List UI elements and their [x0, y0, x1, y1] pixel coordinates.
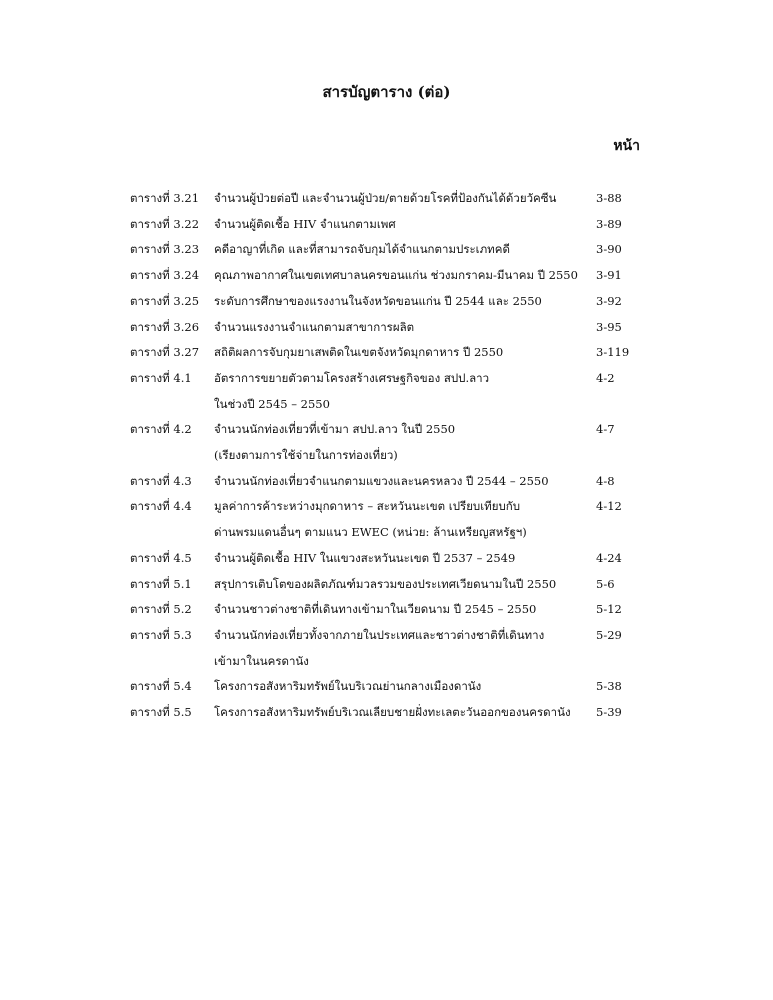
- toc-entry-label: ตารางที่ 5.1: [130, 576, 192, 591]
- toc-entry-label: ตารางที่ 5.3: [130, 627, 192, 642]
- toc-entry: [130, 623, 640, 674]
- toc-entry-description-line: สรุปการเติบโตของผลิตภัณฑ์มวลรวมของประเทศเวียดนามในปี 2550: [214, 576, 557, 591]
- toc-entry-page-number: 3-88: [596, 191, 622, 205]
- toc-entry-label: ตารางที่ 3.27: [130, 345, 200, 360]
- toc-entry-label: ตารางที่ 3.21: [130, 191, 200, 205]
- toc-entry-description: [214, 340, 596, 366]
- toc-entry-page-number: 3-89: [596, 216, 622, 231]
- toc-entry-label: ตารางที่ 4.4: [130, 499, 192, 514]
- toc-entry-description: [214, 572, 596, 598]
- toc-entry-description-line: ในช่วงปี 2545 – 2550: [214, 396, 330, 411]
- toc-entry-page-number: 4-8: [596, 473, 615, 488]
- toc-entry-page-number: 5-39: [596, 705, 622, 720]
- toc-entry-description: [214, 469, 596, 495]
- table-of-contents-list: [130, 186, 640, 726]
- toc-entry-page-number: 3-92: [596, 293, 622, 308]
- toc-entry-page-number: 4-12: [596, 499, 622, 514]
- toc-entry-page-number: 5-6: [596, 576, 615, 591]
- page-number-column-header: หน้า: [613, 138, 640, 154]
- toc-entry-label: ตารางที่ 3.23: [130, 242, 200, 257]
- toc-entry-description-line: จำนวนนักท่องเที่ยวที่เข้ามา สปป.ลาว ในปี 2550: [214, 422, 456, 437]
- toc-entry: [130, 700, 640, 726]
- toc-entry-description-line: คุณภาพอากาศในเขตเทศบาลนครขอนแก่น ช่วงมกราคม-มีนาคม ปี 2550: [214, 268, 578, 283]
- toc-entry: [130, 597, 640, 623]
- toc-entry-description: [214, 700, 596, 726]
- toc-entry: [130, 546, 640, 572]
- toc-entry-label: ตารางที่ 5.4: [130, 679, 192, 694]
- toc-entry-label: ตารางที่ 3.26: [130, 319, 200, 334]
- toc-entry-description: [214, 623, 596, 674]
- toc-entry-description-line: โครงการอสังหาริมทรัพย์บริเวณเลียบชายฝั่งทะเลตะวันออกของนครดานัง: [214, 705, 571, 720]
- toc-entry-description: [214, 597, 596, 623]
- toc-entry-description-line: จำนวนผู้ติดเชื้อ HIV จำแนกตามเพศ: [214, 216, 396, 231]
- toc-entry: [130, 674, 640, 700]
- toc-entry-description-line: อัตราการขยายตัวตามโครงสร้างเศรษฐกิจของ สปป.ลาว: [214, 370, 490, 385]
- toc-entry-page-number: 5-12: [596, 602, 622, 617]
- toc-entry-page-number: 3-90: [596, 242, 622, 257]
- toc-entry-page-number: 5-29: [596, 627, 622, 642]
- toc-entry-label: ตารางที่ 4.2: [130, 422, 192, 437]
- toc-entry-description-line: สถิติผลการจับกุมยาเสพติดในเขตจังหวัดมุกดาหาร ปี 2550: [214, 345, 504, 360]
- toc-entry-description-line: จำนวนชาวต่างชาติที่เดินทางเข้ามาในเวียดนาม ปี 2545 – 2550: [214, 602, 537, 617]
- toc-entry-description: [214, 237, 596, 263]
- toc-entry-page-number: 3-119: [596, 345, 630, 360]
- toc-entry-description: [214, 366, 596, 417]
- toc-entry-page-number: 4-2: [596, 370, 615, 385]
- toc-entry: [130, 212, 640, 238]
- toc-entry-description: [214, 674, 596, 700]
- toc-entry-label: ตารางที่ 3.24: [130, 268, 200, 283]
- toc-entry-description-line: จำนวนแรงงานจำแนกตามสาขาการผลิต: [214, 319, 415, 334]
- toc-entry-page-number: 5-38: [596, 679, 622, 694]
- toc-entry-description: [214, 186, 596, 212]
- toc-entry: [130, 572, 640, 598]
- toc-entry-label: ตารางที่ 5.5: [130, 705, 192, 720]
- toc-entry-page-number: 4-7: [596, 422, 615, 437]
- toc-entry-page-number: 4-24: [596, 550, 622, 565]
- toc-entry-label: ตารางที่ 4.1: [130, 370, 192, 385]
- toc-entry-label: ตารางที่ 3.25: [130, 293, 200, 308]
- toc-entry-description-line: จำนวนนักท่องเที่ยวทั้งจากภายในประเทศและชาวต่างชาติที่เดินทาง: [214, 627, 545, 642]
- toc-entry: [130, 263, 640, 289]
- toc-entry-description-line: ระดับการศึกษาของแรงงานในจังหวัดขอนแก่น ปี 2544 และ 2550: [214, 293, 542, 308]
- toc-entry: [130, 469, 640, 495]
- toc-entry-description-line: เข้ามาในนครดานัง: [214, 653, 309, 668]
- toc-entry: [130, 340, 640, 366]
- toc-entry-label: ตารางที่ 4.3: [130, 473, 192, 488]
- toc-entry-description: [214, 494, 596, 545]
- toc-entry-description: [214, 315, 596, 341]
- toc-entry: [130, 315, 640, 341]
- toc-entry: [130, 237, 640, 263]
- toc-entry-description: [214, 263, 596, 289]
- page-title: สารบัญตาราง (ต่อ): [322, 83, 451, 101]
- toc-entry-description-line: จำนวนผู้ป่วยต่อปี และจำนวนผู้ป่วย/ตายด้วยโรคที่ป้องกันได้ด้วยวัคซีน: [214, 191, 557, 205]
- toc-entry-description-line: จำนวนผู้ติดเชื้อ HIV ในแขวงสะหวันนะเขต ปี 2537 – 2549: [214, 550, 516, 565]
- toc-entry-description: [214, 417, 596, 468]
- toc-entry-label: ตารางที่ 5.2: [130, 602, 192, 617]
- toc-entry-page-number: 3-91: [596, 268, 622, 283]
- toc-entry-description-line: คดีอาญาที่เกิด และที่สามารถจับกุมได้จำแนกตามประเภทคดี: [214, 242, 510, 257]
- toc-entry-description: [214, 212, 596, 238]
- toc-entry-description-line: (เรียงตามการใช้จ่ายในการท่องเที่ยว): [214, 448, 398, 463]
- toc-entry-description: [214, 546, 596, 572]
- toc-entry-description-line: จำนวนนักท่องเที่ยวจำแนกตามแขวงและนครหลวง ปี 2544 – 2550: [214, 473, 549, 488]
- toc-entry-description-line: โครงการอสังหาริมทรัพย์ในบริเวณย่านกลางเมืองดานัง: [214, 679, 482, 694]
- toc-entry: [130, 417, 640, 468]
- toc-entry: [130, 289, 640, 315]
- toc-entry: [130, 366, 640, 417]
- toc-entry-page-number: 3-95: [596, 319, 622, 334]
- toc-entry: [130, 494, 640, 545]
- toc-entry-label: ตารางที่ 3.22: [130, 216, 200, 231]
- toc-entry-label: ตารางที่ 4.5: [130, 550, 192, 565]
- toc-entry: [130, 186, 640, 212]
- toc-entry-description-line: ด่านพรมแดนอื่นๆ ตามแนว EWEC (หน่วย: ล้านเหรียญสหรัฐฯ): [214, 525, 527, 540]
- toc-entry-description: [214, 289, 596, 315]
- toc-entry-description-line: มูลค่าการค้าระหว่างมุกดาหาร – สะหวันนะเขต เปรียบเทียบกับ: [214, 499, 521, 514]
